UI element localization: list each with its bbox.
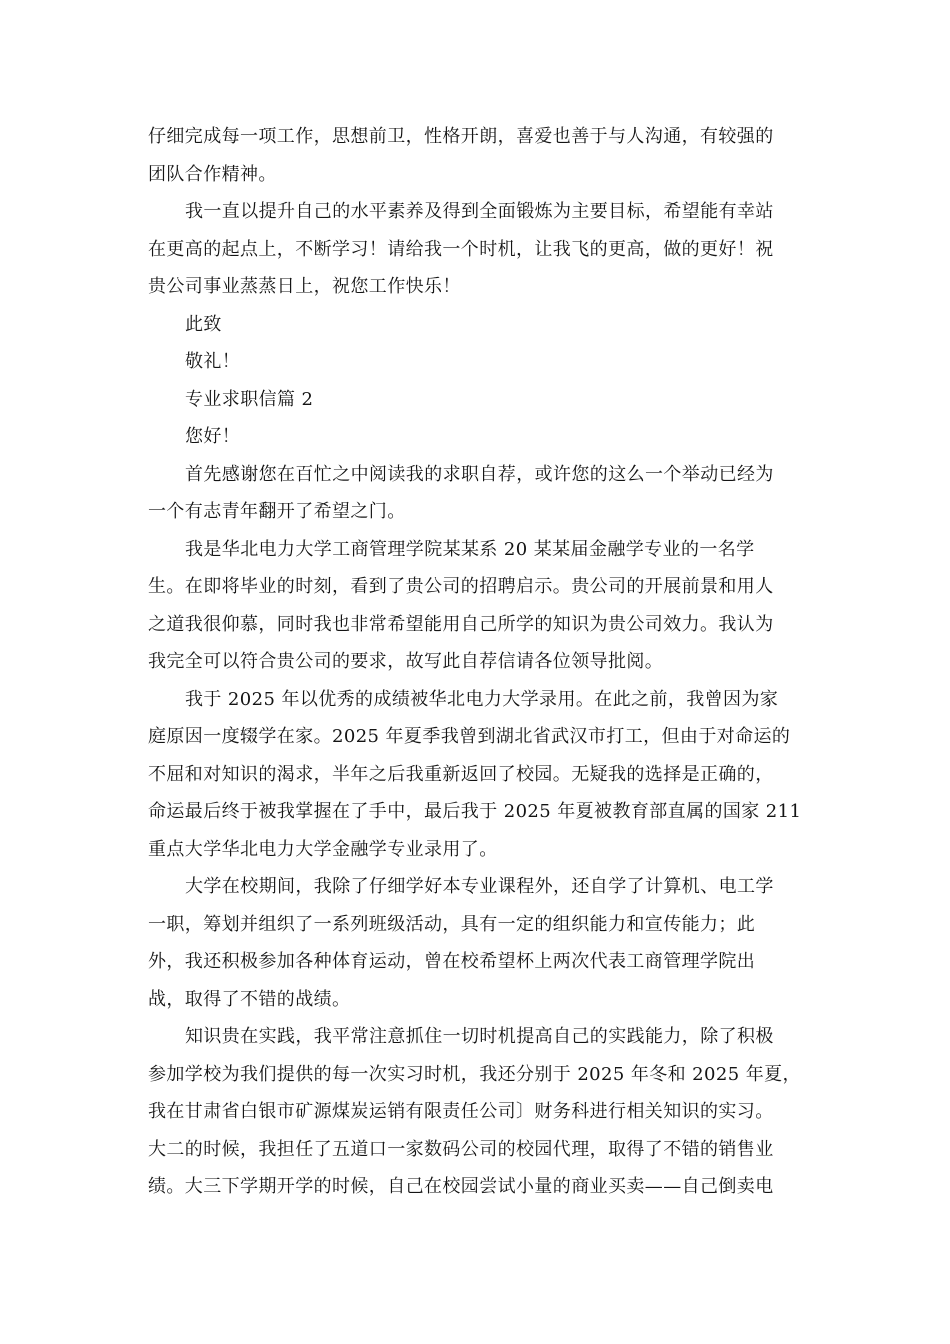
greeting-line: 您好！ (185, 426, 241, 447)
text-line: 命运最后终于被我掌握在了手中，最后我于 2025 年夏被教育部直属的国家 211 (148, 801, 802, 822)
text-line: 我完全可以符合贵公司的要求，故写此自荐信请各位领导批阅。 (148, 651, 664, 672)
text-line: 参加学校为我们提供的每一次实习时机，我还分别于 2025 年冬和 2025 年夏， (148, 1063, 801, 1085)
text-line: 庭原因一度辍学在家。2025 年夏季我曾到湖北省武汉市打工，但由于对命运的 (148, 726, 791, 747)
text-line: 一职，筹划并组织了一系列班级活动，具有一定的组织能力和宣传能力；此 (148, 913, 756, 935)
text-line: 我是华北电力大学工商管理学院某某系 20 某某届金融学专业的一名学 (185, 538, 755, 560)
text-line: 一个有志青年翻开了希望之门。 (148, 501, 406, 522)
text-line: 外，我还积极参加各种体育运动，曾在校希望杯上两次代表工商管理学院出 (148, 951, 756, 972)
text-line: 仔细完成每一项工作，思想前卫，性格开朗，喜爱也善于与人沟通，有较强的 (148, 126, 774, 147)
text-line: 贵公司事业蒸蒸日上，祝您工作快乐！ (148, 276, 461, 297)
text-line: 在更高的起点上，不断学习！请给我一个时机，让我飞的更高，做的更好！祝 (148, 238, 774, 260)
section-heading: 专业求职信篇 2 (185, 388, 314, 410)
closing-line: 此致 (185, 313, 222, 335)
text-line: 之道我很仰慕，同时我也非常希望能用自己所学的知识为贵公司效力。我认为 (148, 613, 774, 635)
text-line: 重点大学华北电力大学金融学专业录用了。 (148, 838, 498, 860)
closing-line: 敬礼！ (185, 351, 241, 372)
text-line: 大学在校期间，我除了仔细学好本专业课程外，还自学了计算机、电工学 (185, 876, 774, 897)
text-line: 战，取得了不错的战绩。 (148, 988, 351, 1010)
text-line: 我在甘肃省白银市矿源煤炭运销有限责任公司〕财务科进行相关知识的实习。 (148, 1101, 774, 1122)
document-body (148, 118, 804, 1206)
text-line: 团队合作精神。 (148, 163, 277, 185)
text-line: 生。在即将毕业的时刻，看到了贵公司的招聘启示。贵公司的开展前景和用人 (148, 576, 774, 597)
text-line: 我一直以提升自己的水平素养及得到全面锻炼为主要目标，希望能有幸站 (185, 201, 774, 222)
text-line: 首先感谢您在百忙之中阅读我的求职自荐，或许您的这么一个举动已经为 (185, 463, 774, 485)
text-line: 不屈和对知识的渴求，半年之后我重新返回了校园。无疑我的选择是正确的， (148, 763, 774, 785)
text-line: 知识贵在实践，我平常注意抓住一切时机提高自己的实践能力，除了积极 (185, 1026, 774, 1047)
text-line: 绩。大三下学期开学的时候，自己在校园尝试小量的商业买卖——自己倒卖电 (148, 1176, 774, 1197)
text-line: 我于 2025 年以优秀的成绩被华北电力大学录用。在此之前，我曾因为家 (185, 688, 779, 710)
text-line: 大二的时候，我担任了五道口一家数码公司的校园代理，取得了不错的销售业 (148, 1138, 774, 1160)
